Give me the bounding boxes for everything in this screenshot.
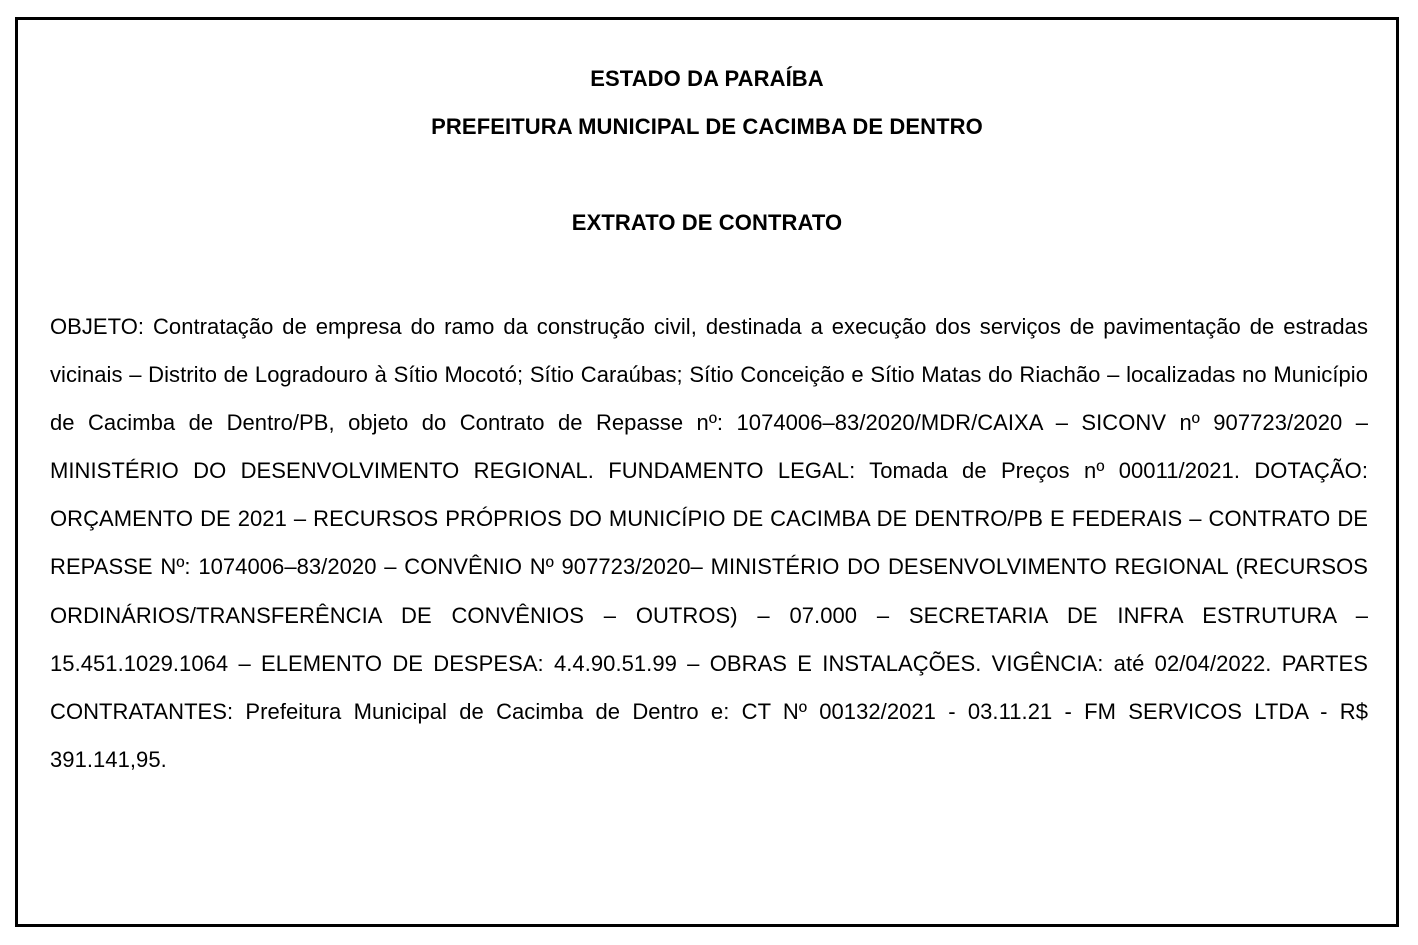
state-heading: ESTADO DA PARAÍBA [590, 66, 824, 91]
prefecture-heading: PREFEITURA MUNICIPAL DE CACIMBA DE DENTRO [431, 114, 983, 139]
contract-extract-text: OBJETO: Contratação de empresa do ramo da construção civil, destinada a execução dos serviços de pavimentação de estradas vicinais – Distrito de Logradouro à Sítio Mocotó; Sítio Caraúbas; Sítio Conceição e Sítio Matas do Riachão – localizadas no Município de Cacimba de Dentro/PB, objeto do Contrato de Repasse nº: 1074006–83/2020/MDR/CAIXA – SICONV nº 907723/2020 – MINISTÉRIO DO DESENVOLVIMENTO REGIONAL. FUNDAMENTO LEGAL: Tomada de Preços nº 00011/2021. DOTAÇÃO: ORÇAMENTO DE 2021 – RECURSOS PRÓPRIOS DO MUNICÍPIO DE CACIMBA DE DENTRO/PB E FEDERAIS – CONTRATO DE REPASSE Nº: 1074006–83/2020 – CONVÊNIO Nº 907723/2020– MINISTÉRIO DO DESENVOLVIMENTO REGIONAL (RECURSOS ORDINÁRIOS/TRANSFERÊNCIA DE CONVÊNIOS – OUTROS) – 07.000 – SECRETARIA DE INFRA ESTRUTURA – 15.451.1029.1064 – ELEMENTO DE DESPESA: 4.4.90.51.99 – OBRAS E INSTALAÇÕES. VIGÊNCIA: até 02/04/2022. PARTES CONTRATANTES: Prefeitura Municipal de Cacimba de Dentro e: CT Nº 00132/2021 - 03.11.21 - FM SERVICOS LTDA - R$ 391.141,95. [50, 314, 1368, 772]
document-title: EXTRATO DE CONTRATO [571, 210, 843, 235]
document-border [15, 17, 1399, 927]
